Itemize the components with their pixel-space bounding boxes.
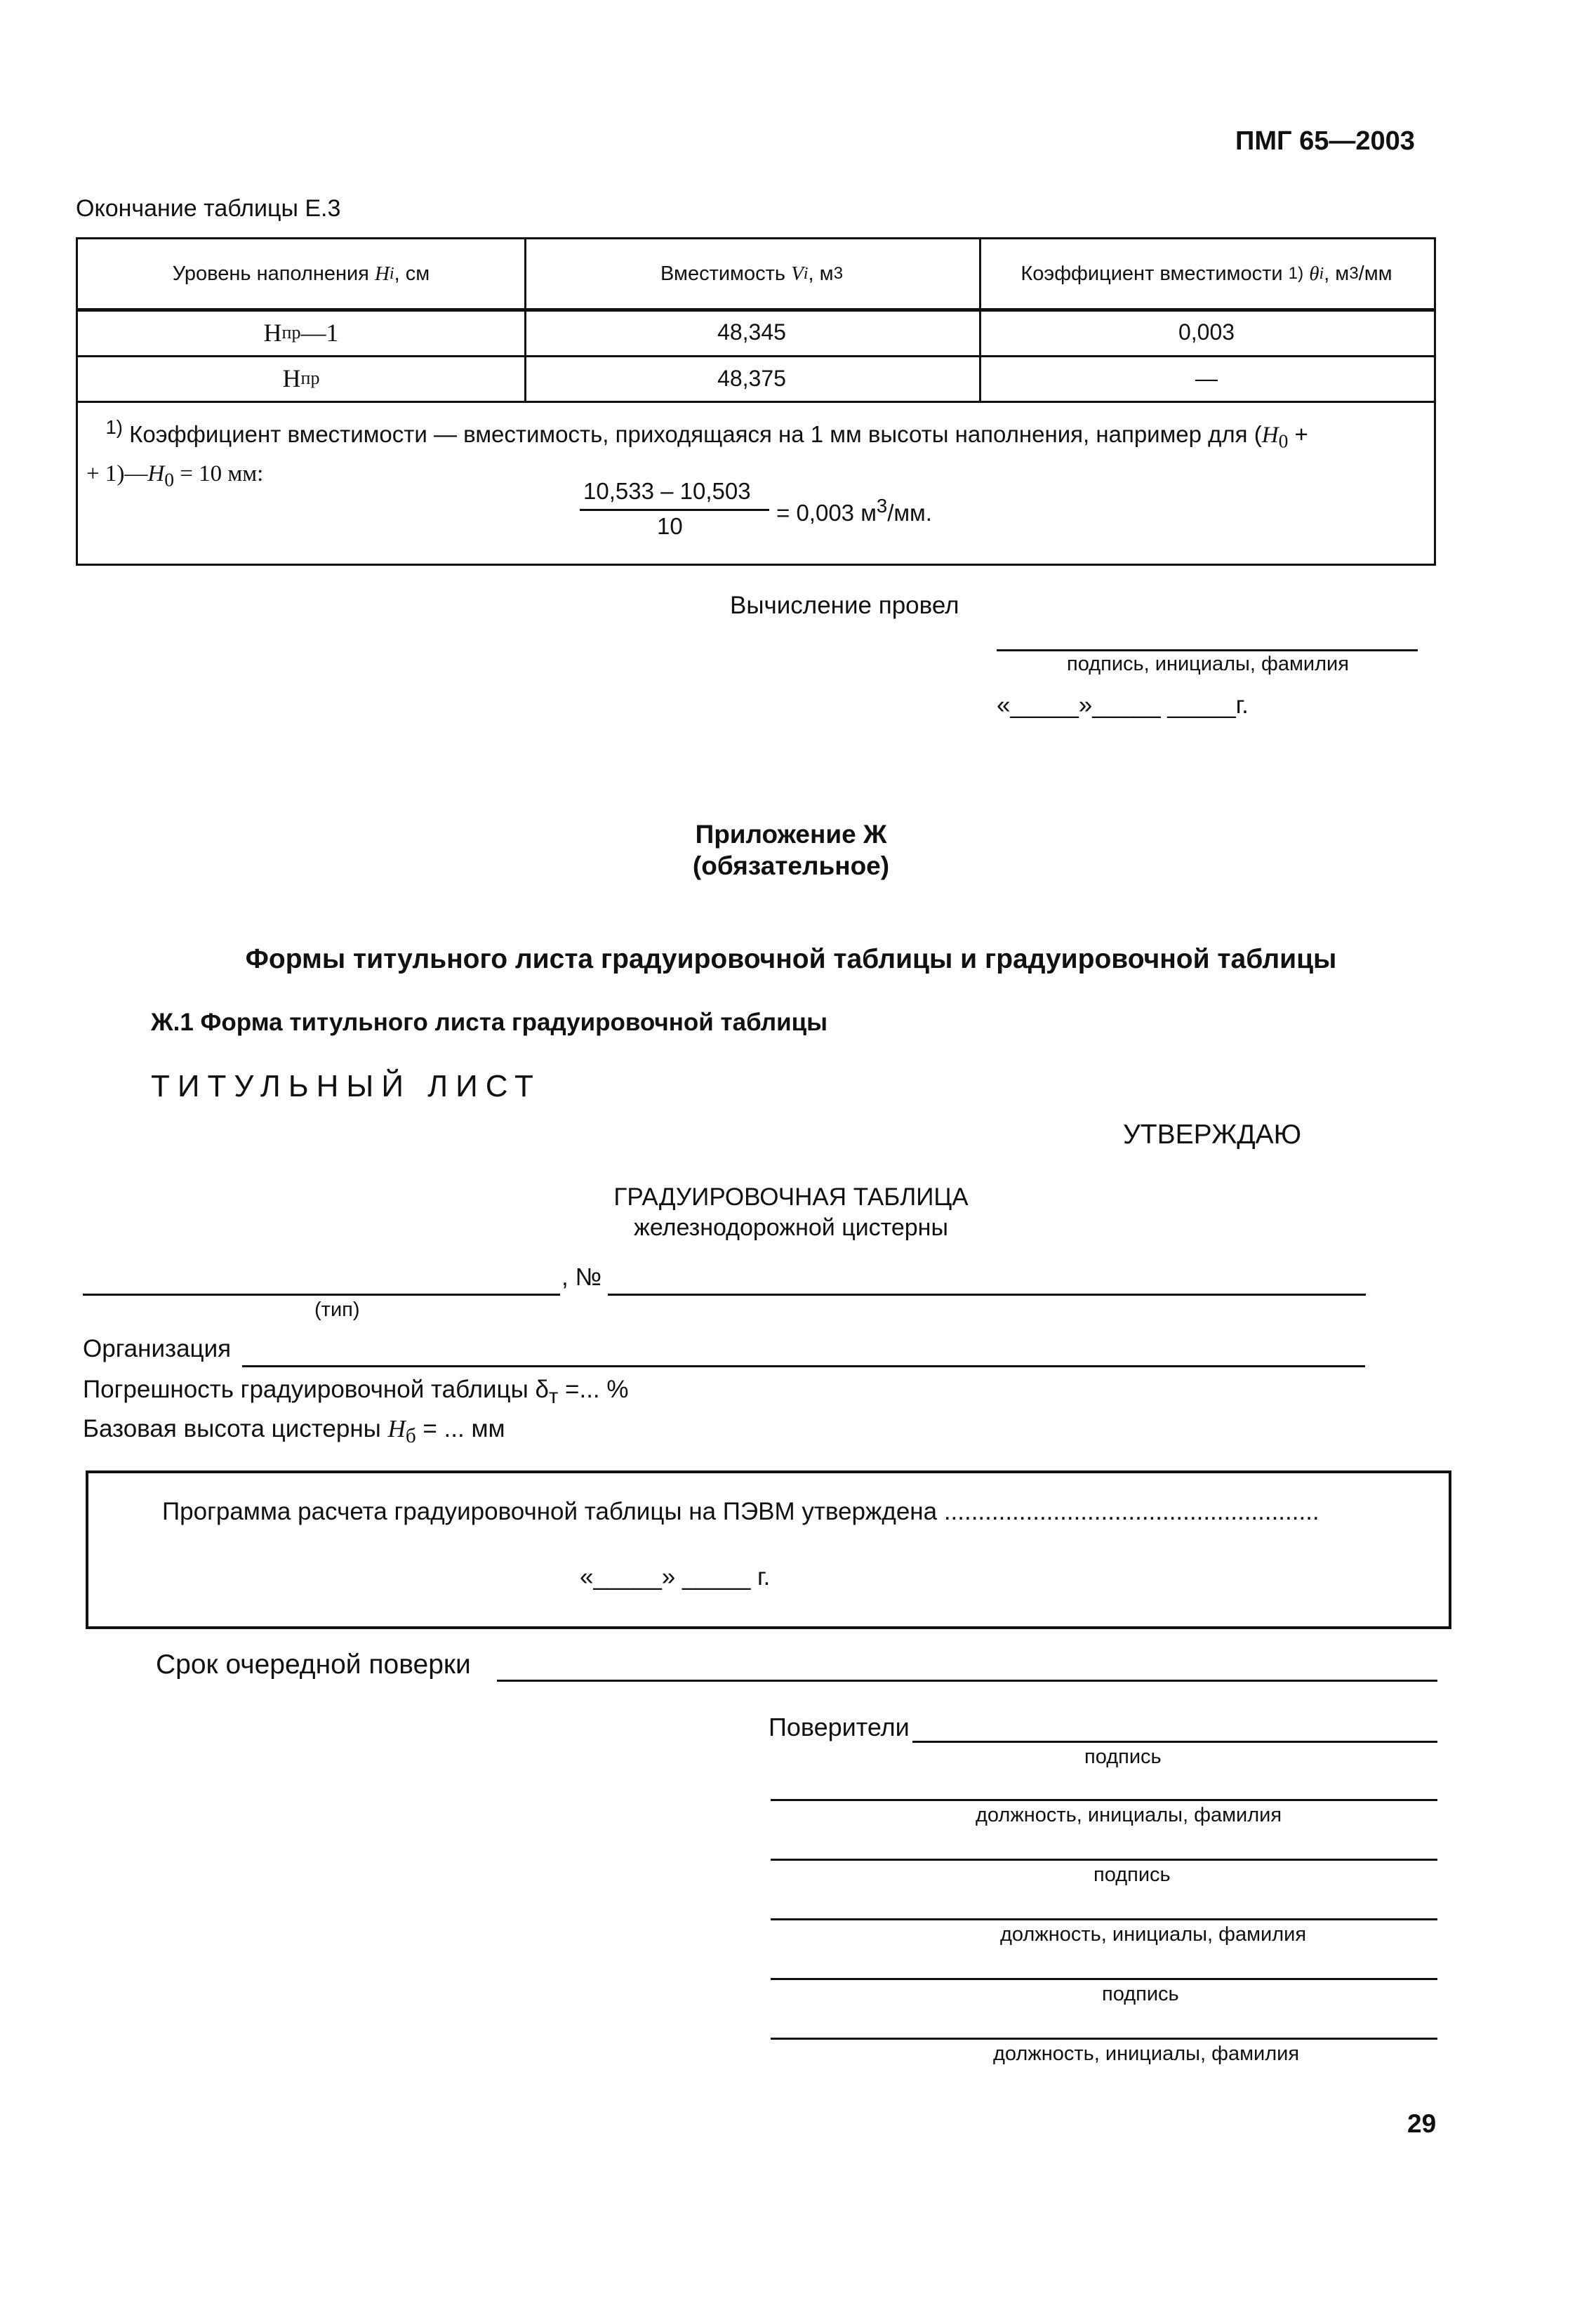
section-heading: Ж.1 Форма титульного листа градуировочной таблицы [151, 1009, 828, 1036]
header-var: H [374, 262, 390, 285]
signature-caption: должность, инициалы, фамилия [976, 1804, 1282, 1826]
signature-caption: должность, инициалы, фамилия [1000, 1923, 1307, 1946]
signature-caption: подпись [1102, 1983, 1179, 2005]
base-height-value: = ... мм [416, 1415, 505, 1442]
appendix-heading: Формы титульного листа градуировочной таблицы и градуировочной таблицы [245, 944, 1337, 974]
header-label: Вместимость [660, 262, 786, 285]
signature-line [771, 2038, 1437, 2040]
header-sub: i [389, 264, 394, 283]
base-height-row [83, 1415, 505, 1448]
footnote-var: H [147, 460, 165, 486]
signature-line [771, 1978, 1437, 1980]
formula-bar [580, 509, 769, 511]
header-unit: , см [394, 262, 430, 285]
footnote-mark: 1) [105, 416, 123, 438]
next-check-line [497, 1680, 1437, 1682]
program-text: Программа расчета градуировочной таблицы на ПЭВМ утверждена ....................................................... [162, 1498, 1320, 1525]
column-header-level [78, 239, 524, 308]
result-text: = 0,003 м [776, 500, 877, 526]
table-footnote [86, 411, 1420, 496]
header-sup: 3 [1349, 264, 1359, 283]
number-label: , № [561, 1263, 601, 1291]
error-row [83, 1376, 629, 1409]
base-height-var: H [387, 1415, 406, 1442]
header-sub: i [1319, 264, 1324, 283]
next-check-label: Срок очередной поверки [156, 1649, 471, 1680]
program-approval-box [86, 1470, 1451, 1629]
table-cell-coefficient: — [1195, 365, 1218, 391]
footnote-text: = 10 мм: [173, 460, 264, 486]
calc-label: Вычисление провел [730, 592, 959, 619]
footnote-text: + 1)— [86, 460, 148, 486]
formula-result [776, 495, 932, 526]
table-title: ГРАДУИРОВОЧНАЯ ТАБЛИЦА [613, 1183, 969, 1211]
table-cell-level [78, 356, 524, 401]
signature-line [997, 649, 1418, 651]
footnote-var: H [1261, 423, 1279, 448]
table-cell-volume: 48,375 [717, 365, 786, 391]
footnote-text: + [1288, 421, 1308, 447]
footnote-sub: 0 [1278, 430, 1289, 452]
error-sub: т [548, 1386, 559, 1408]
header-var: V [791, 262, 804, 285]
program-date: «_____» _____ г. [580, 1563, 771, 1591]
result-text: /мм. [887, 500, 932, 526]
table-cell-coefficient: 0,003 [1178, 319, 1235, 345]
formula-denominator: 10 [657, 513, 683, 539]
header-label: Коэффициент вместимости [1021, 262, 1283, 285]
footnote-ref: 1) [1288, 264, 1304, 283]
footnote-line-2 [86, 458, 1420, 496]
header-sup: 3 [833, 264, 844, 283]
approve-label: УТВЕРЖДАЮ [1123, 1120, 1302, 1150]
header-unit: , м [1324, 262, 1350, 285]
row-divider [78, 401, 1434, 403]
level-sub: пр [300, 368, 320, 388]
signature-caption: подпись [1094, 1864, 1171, 1886]
verifiers-label: Поверители [769, 1713, 910, 1741]
signature-caption: подпись [1084, 1746, 1162, 1768]
signature-line [771, 1859, 1437, 1861]
level-suffix: —1 [300, 318, 339, 347]
organization-label: Организация [83, 1335, 232, 1362]
table-cell-level [78, 310, 524, 355]
level-sub: пр [281, 321, 301, 343]
error-value: =... % [558, 1376, 629, 1403]
base-height-sub: б [405, 1425, 416, 1447]
number-line [608, 1294, 1366, 1296]
capacity-table [76, 237, 1436, 566]
organization-line [242, 1365, 1365, 1367]
header-unit: /мм [1358, 262, 1392, 285]
signature-line [771, 1918, 1437, 1920]
table-cell-volume: 48,345 [717, 319, 786, 345]
header-var: θ [1309, 262, 1320, 285]
header-sub: i [803, 264, 809, 283]
footnote-sub: 0 [164, 468, 174, 491]
base-height-label: Базовая высота цистерны [83, 1415, 388, 1442]
column-header-coefficient [979, 239, 1434, 308]
signature-caption: должность, инициалы, фамилия [993, 2043, 1300, 2065]
level-symbol: H [282, 364, 301, 392]
table-caption: Окончание таблицы Е.3 [76, 195, 341, 222]
title-page-label: ТИТУЛЬНЫЙ ЛИСТ [151, 1069, 541, 1103]
appendix-title: Приложение Ж [695, 820, 887, 849]
result-sup: 3 [876, 495, 888, 517]
appendix-status: (обязательное) [692, 851, 890, 880]
signature-line [912, 1741, 1437, 1743]
footnote-text: Коэффициент вместимости — вместимость, приходящаяся на 1 мм высоты наполнения, например для ( [129, 421, 1262, 447]
type-caption: (тип) [314, 1299, 360, 1321]
error-label: Погрешность градуировочной таблицы δ [83, 1376, 549, 1403]
document-code: ПМГ 65—2003 [1235, 126, 1415, 156]
column-header-volume [524, 239, 979, 308]
type-line [83, 1294, 560, 1296]
level-symbol: H [263, 318, 282, 347]
header-unit: , м [808, 262, 834, 285]
date-line: «_____»_____ _____г. [997, 691, 1249, 719]
header-label: Уровень наполнения [172, 262, 369, 285]
page-number: 29 [1407, 2109, 1437, 2138]
signature-caption: подпись, инициалы, фамилия [1067, 653, 1349, 675]
table-subtitle: железнодорожной цистерны [634, 1214, 948, 1241]
signature-line [771, 1799, 1437, 1801]
footnote-line-1 [86, 411, 1420, 458]
formula-numerator: 10,533 – 10,503 [583, 478, 751, 504]
